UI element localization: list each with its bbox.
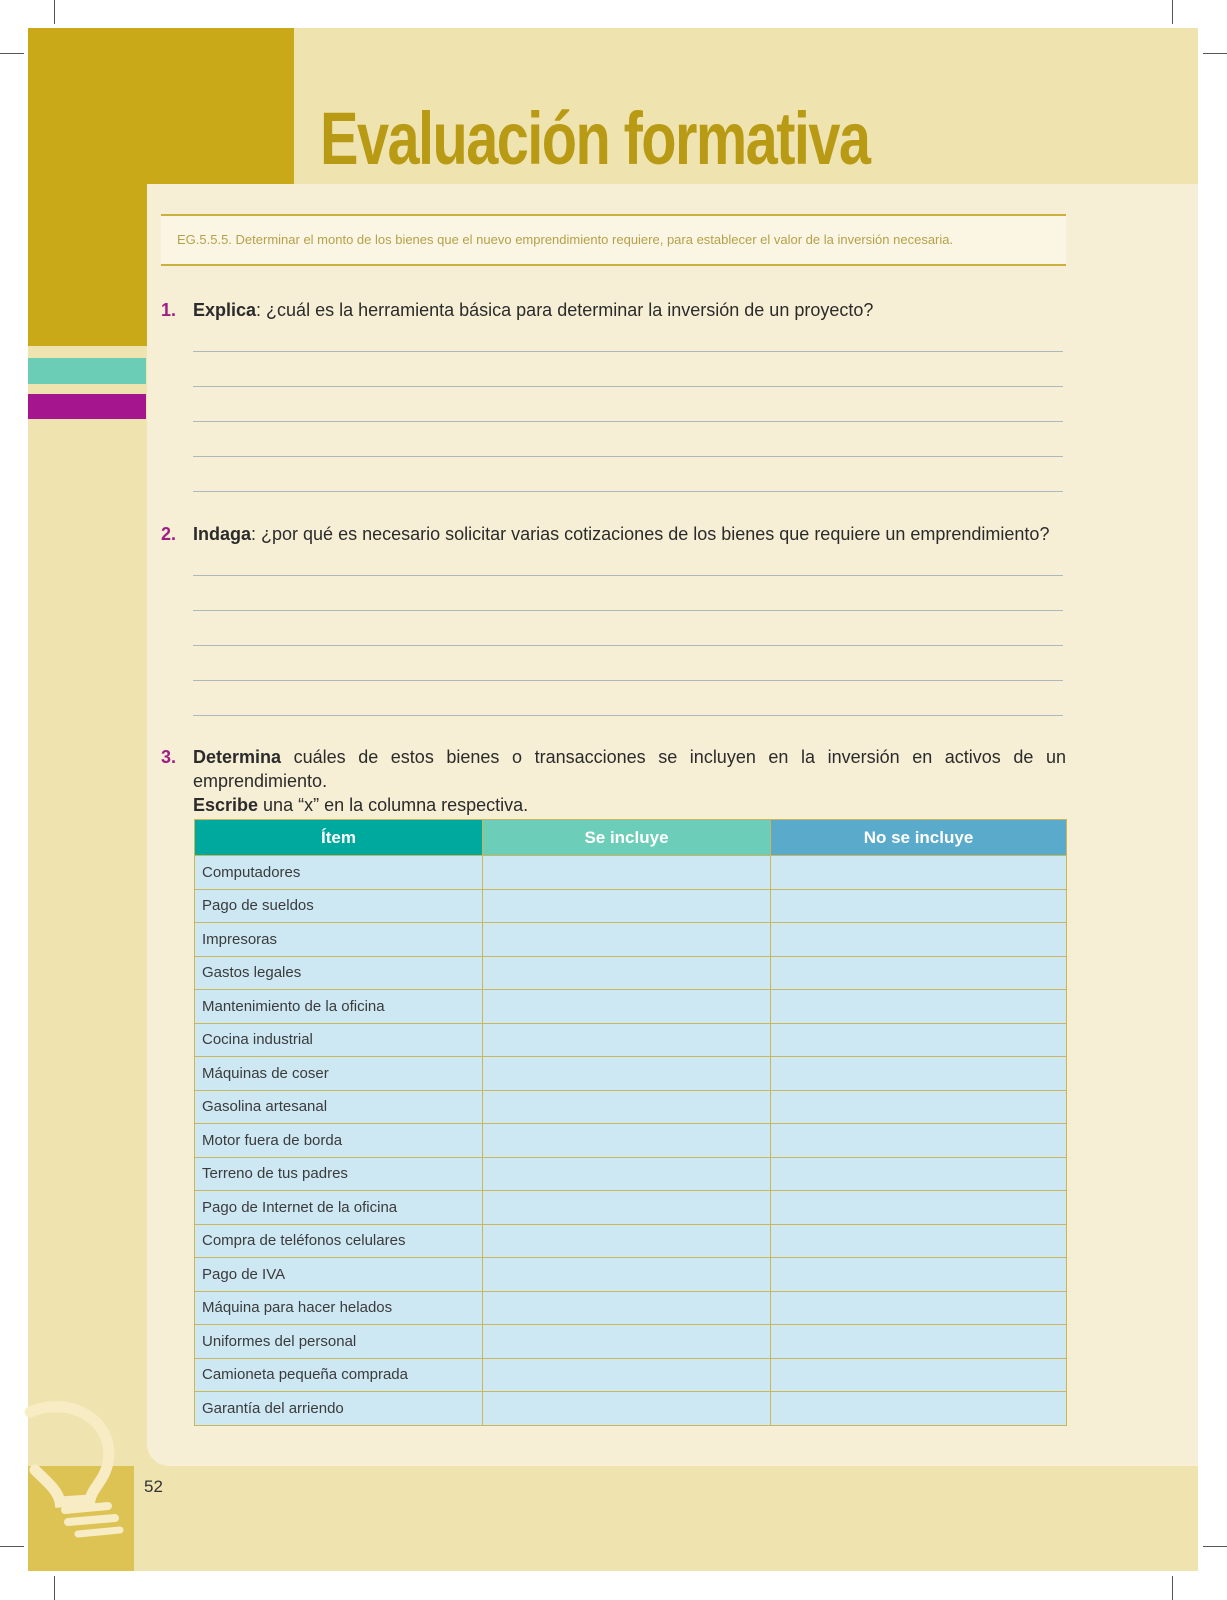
no-se-incluye-cell[interactable] (771, 856, 1067, 890)
question-verb: Determina (193, 747, 282, 767)
table-row (195, 1023, 1067, 1057)
se-incluye-cell[interactable] (483, 1090, 771, 1124)
table-row (195, 956, 1067, 990)
se-incluye-cell[interactable] (483, 990, 771, 1024)
se-incluye-cell[interactable] (483, 1291, 771, 1325)
se-incluye-cell[interactable] (483, 1325, 771, 1359)
no-se-incluye-cell[interactable] (771, 1124, 1067, 1158)
item-cell: Garantía del arriendo (195, 1392, 483, 1426)
item-cell: Pago de Internet de la oficina (195, 1191, 483, 1225)
table-row (195, 1157, 1067, 1191)
table-row (195, 1191, 1067, 1225)
answer-line[interactable] (193, 575, 1063, 576)
answer-lines-2[interactable] (193, 575, 1063, 750)
no-se-incluye-cell[interactable] (771, 990, 1067, 1024)
table-row (195, 1358, 1067, 1392)
item-cell: Gasolina artesanal (195, 1090, 483, 1124)
se-incluye-cell[interactable] (483, 1023, 771, 1057)
items-table (194, 819, 1067, 1426)
question-3 (161, 745, 1066, 817)
question-verb-2: Escribe (193, 795, 259, 815)
answer-lines-1[interactable] (193, 351, 1063, 526)
question-body-2: una “x” en la columna respectiva. (258, 795, 529, 815)
answer-line[interactable] (193, 351, 1063, 352)
table-row (195, 856, 1067, 890)
question-number: 1. (161, 300, 177, 320)
no-se-incluye-cell[interactable] (771, 1258, 1067, 1292)
teal-stripe (28, 358, 146, 384)
question-body: cuáles de estos bienes o transacciones se incluyen en la inversión en activos de un emprendimiento. (193, 747, 1066, 791)
question-number: 3. (161, 747, 177, 767)
item-cell: Uniformes del personal (195, 1325, 483, 1359)
answer-line[interactable] (193, 386, 1063, 387)
se-incluye-cell[interactable] (483, 956, 771, 990)
question-text (193, 745, 1066, 817)
crop-mark (1172, 0, 1173, 24)
se-incluye-cell[interactable] (483, 1224, 771, 1258)
crop-mark (1203, 53, 1227, 54)
answer-line[interactable] (193, 491, 1063, 492)
header-item: Ítem (195, 820, 483, 856)
se-incluye-cell[interactable] (483, 856, 771, 890)
answer-line[interactable] (193, 421, 1063, 422)
lightbulb-icon (20, 1400, 140, 1550)
table-row (195, 1057, 1067, 1091)
item-cell: Cocina industrial (195, 1023, 483, 1057)
objective-box: EG.5.5.5. Determinar el monto de los bienes que el nuevo emprendimiento requiere, para establecer el valor de la inversión necesaria. (161, 214, 1066, 266)
answer-line[interactable] (193, 680, 1063, 681)
crop-mark (1172, 1576, 1173, 1600)
table-row (195, 1090, 1067, 1124)
no-se-incluye-cell[interactable] (771, 1090, 1067, 1124)
item-cell: Motor fuera de borda (195, 1124, 483, 1158)
table-row (195, 990, 1067, 1024)
answer-line[interactable] (193, 715, 1063, 716)
item-cell: Pago de IVA (195, 1258, 483, 1292)
se-incluye-cell[interactable] (483, 1358, 771, 1392)
no-se-incluye-cell[interactable] (771, 1325, 1067, 1359)
no-se-incluye-cell[interactable] (771, 1358, 1067, 1392)
item-cell: Camioneta pequeña comprada (195, 1358, 483, 1392)
se-incluye-cell[interactable] (483, 1124, 771, 1158)
se-incluye-cell[interactable] (483, 1057, 771, 1091)
question-verb: Explica (193, 300, 257, 320)
item-cell: Pago de sueldos (195, 889, 483, 923)
item-cell: Computadores (195, 856, 483, 890)
question-text (193, 298, 1066, 322)
question-verb: Indaga (193, 524, 252, 544)
table-header-row (195, 820, 1067, 856)
se-incluye-cell[interactable] (483, 1258, 771, 1292)
no-se-incluye-cell[interactable] (771, 1023, 1067, 1057)
item-cell: Máquina para hacer helados (195, 1291, 483, 1325)
table-row (195, 1392, 1067, 1426)
answer-line[interactable] (193, 645, 1063, 646)
table-row (195, 1124, 1067, 1158)
no-se-incluye-cell[interactable] (771, 923, 1067, 957)
question-number: 2. (161, 524, 177, 544)
question-1 (161, 298, 1066, 322)
table-body (195, 856, 1067, 1426)
no-se-incluye-cell[interactable] (771, 1191, 1067, 1225)
se-incluye-cell[interactable] (483, 1157, 771, 1191)
crop-mark (54, 0, 55, 24)
page-number: 52 (144, 1477, 163, 1496)
no-se-incluye-cell[interactable] (771, 889, 1067, 923)
no-se-incluye-cell[interactable] (771, 1057, 1067, 1091)
table-row (195, 1325, 1067, 1359)
se-incluye-cell[interactable] (483, 1392, 771, 1426)
se-incluye-cell[interactable] (483, 889, 771, 923)
no-se-incluye-cell[interactable] (771, 1291, 1067, 1325)
se-incluye-cell[interactable] (483, 1191, 771, 1225)
page-title: Evaluación formativa (320, 97, 870, 180)
answer-line[interactable] (193, 610, 1063, 611)
crop-mark (1203, 1546, 1227, 1547)
crop-mark (0, 53, 24, 54)
item-cell: Máquinas de coser (195, 1057, 483, 1091)
item-cell: Gastos legales (195, 956, 483, 990)
question-body: : ¿cuál es la herramienta básica para determinar la inversión de un proyecto? (256, 300, 874, 320)
table-row (195, 1258, 1067, 1292)
question-text (193, 522, 1066, 546)
item-cell: Terreno de tus padres (195, 1157, 483, 1191)
item-cell: Impresoras (195, 923, 483, 957)
no-se-incluye-cell[interactable] (771, 1224, 1067, 1258)
se-incluye-cell[interactable] (483, 923, 771, 957)
no-se-incluye-cell[interactable] (771, 1392, 1067, 1426)
table-row (195, 1224, 1067, 1258)
no-se-incluye-cell[interactable] (771, 956, 1067, 990)
item-cell: Compra de teléfonos celulares (195, 1224, 483, 1258)
question-2 (161, 522, 1066, 546)
answer-line[interactable] (193, 456, 1063, 457)
question-body: : ¿por qué es necesario solicitar varias cotizaciones de los bienes que requiere un emprendimiento? (251, 524, 1050, 544)
table-row (195, 1291, 1067, 1325)
header-no-se-incluye: No se incluye (771, 820, 1067, 856)
item-cell: Mantenimiento de la oficina (195, 990, 483, 1024)
header-se-incluye: Se incluye (483, 820, 771, 856)
magenta-stripe (28, 394, 146, 419)
table-row (195, 889, 1067, 923)
no-se-incluye-cell[interactable] (771, 1157, 1067, 1191)
table-row (195, 923, 1067, 957)
crop-mark (54, 1576, 55, 1600)
